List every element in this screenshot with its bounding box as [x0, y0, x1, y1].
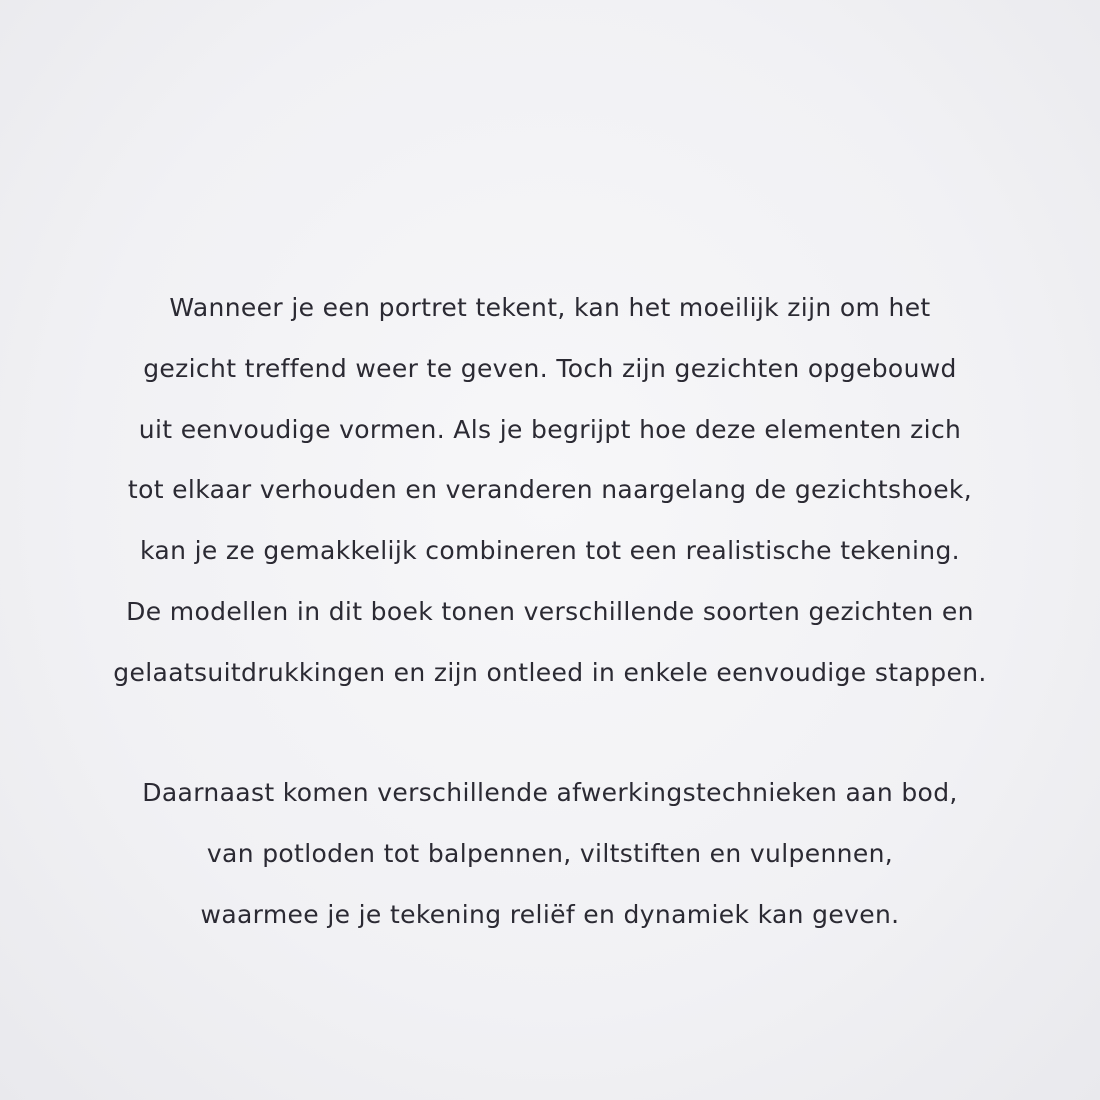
paragraph-intro [0, 278, 1100, 704]
text-line: kan je ze gemakkelijk combineren tot een realistische tekening. [140, 536, 960, 566]
text-line: Wanneer je een portret tekent, kan het moeilijk zijn om het [169, 293, 931, 322]
paragraph-techniques [0, 763, 1100, 945]
text-line: van potloden tot balpennen, viltstiften en vulpennen, [206, 838, 894, 868]
text-line: Daarnaast komen verschillende afwerkingstechnieken aan bod, [142, 778, 958, 807]
text-line: De modellen in dit boek tonen verschillende soorten gezichten en [126, 596, 974, 626]
text-line: tot elkaar verhouden en veranderen naargelang de gezichtshoek, [127, 475, 973, 505]
text-line: gezicht treffend weer te geven. Toch zijn gezichten opgebouwd [143, 353, 957, 383]
text-line: gelaatsuitdrukkingen en zijn ontleed in enkele eenvoudige stappen. [113, 657, 987, 687]
text-line: uit eenvoudige vormen. Als je begrijpt hoe deze elementen zich [138, 414, 962, 444]
text-line: waarmee je je tekening reliëf en dynamiek kan geven. [200, 899, 900, 929]
